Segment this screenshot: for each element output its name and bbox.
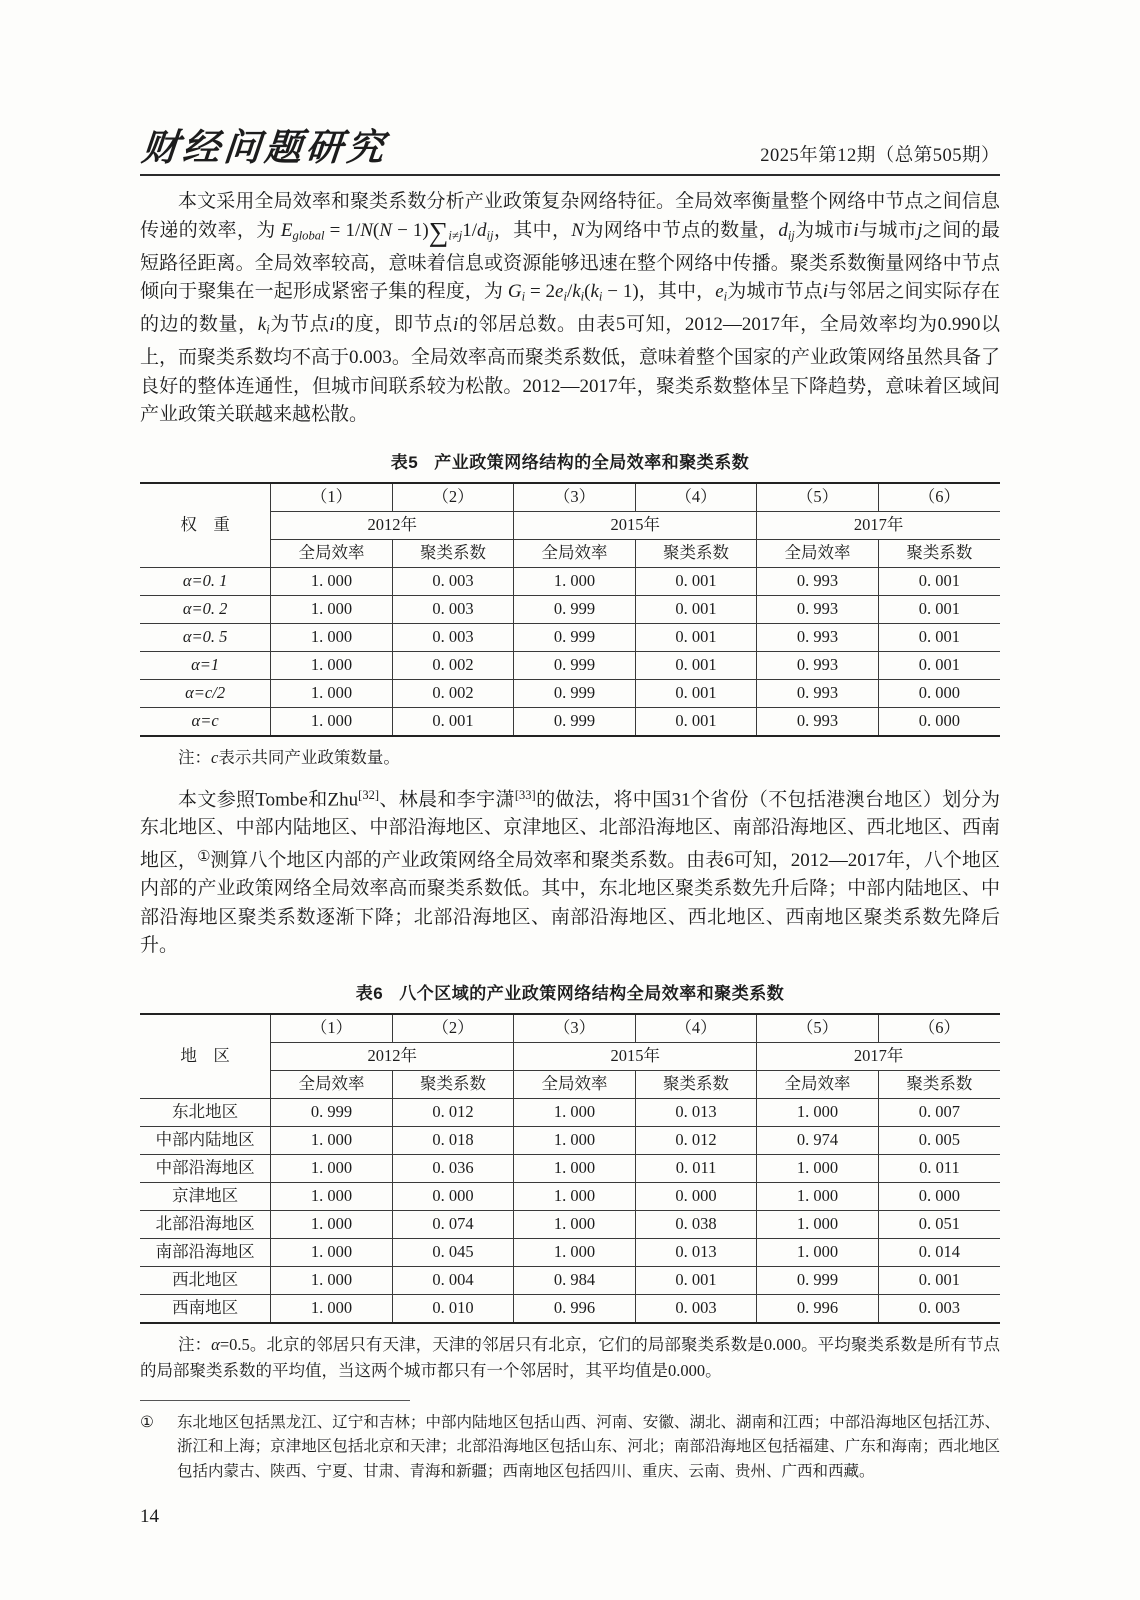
table-row <box>140 679 1000 707</box>
table5-caption <box>140 448 1000 473</box>
table6-cell: 1. 000 <box>271 1266 393 1294</box>
footnote-divider <box>140 1400 410 1401</box>
table6-cell: 1. 000 <box>757 1182 879 1210</box>
table-row <box>140 567 1000 595</box>
table6-cell: 1. 000 <box>757 1098 879 1126</box>
table5-cell: 1. 000 <box>271 595 393 623</box>
table5-cell: 0. 001 <box>635 595 757 623</box>
table5-col-num: （1） <box>271 483 393 512</box>
issue-info: 2025年第12期（总第505期） <box>760 146 1000 166</box>
footnote-marker: ① <box>140 1413 154 1431</box>
table5-cell: 0. 003 <box>392 595 514 623</box>
table5-cell: 0. 000 <box>878 679 1000 707</box>
table6-year: 2015年 <box>514 1042 757 1070</box>
table6-cell: 0. 012 <box>392 1098 514 1126</box>
table6-cell: 0. 999 <box>757 1266 879 1294</box>
table6-cell: 0. 003 <box>635 1294 757 1323</box>
table6-caption-title: 八个区域的产业政策网络结构全局效率和聚类系数 <box>399 983 785 1003</box>
table5-metric: 全局效率 <box>271 539 393 567</box>
table5-note: 注：c表示共同产业政策数量。 <box>178 747 400 767</box>
table6-cell: 0. 000 <box>878 1182 1000 1210</box>
table5-cell: 1. 000 <box>271 707 393 736</box>
table5-col-num: （2） <box>392 483 514 512</box>
table6-row-header: 地 区 <box>140 1014 271 1099</box>
table-row <box>140 1154 1000 1182</box>
table6-col-num: （2） <box>392 1014 514 1043</box>
table5-row-label: α=0. 1 <box>140 567 271 595</box>
table5-metric: 聚类系数 <box>635 539 757 567</box>
table5-col-num: （3） <box>514 483 636 512</box>
table6-metric: 全局效率 <box>757 1070 879 1098</box>
table5-row-header: 权 重 <box>140 483 271 568</box>
table5-cell: 0. 001 <box>635 567 757 595</box>
table6-cell: 0. 996 <box>514 1294 636 1323</box>
table6-metric: 聚类系数 <box>635 1070 757 1098</box>
table5-cell: 1. 000 <box>514 567 636 595</box>
table5-year: 2015年 <box>514 511 757 539</box>
table5-cell: 0. 003 <box>392 567 514 595</box>
table5-cell: 0. 001 <box>635 623 757 651</box>
table6-cell: 0. 011 <box>878 1154 1000 1182</box>
table6-cell: 1. 000 <box>271 1182 393 1210</box>
table5-cell: 0. 999 <box>514 679 636 707</box>
table5-metric: 聚类系数 <box>392 539 514 567</box>
table6-cell: 0. 996 <box>757 1294 879 1323</box>
table-row <box>140 1238 1000 1266</box>
table6-metric: 全局效率 <box>514 1070 636 1098</box>
table-row <box>140 1294 1000 1323</box>
table5-metric: 全局效率 <box>514 539 636 567</box>
table5-cell: 0. 993 <box>757 679 879 707</box>
table5-cell: 0. 999 <box>514 595 636 623</box>
table-row <box>140 1126 1000 1154</box>
table5-caption-label: 表5 <box>390 452 419 472</box>
table6-cell: 0. 001 <box>878 1266 1000 1294</box>
table-row <box>140 1210 1000 1238</box>
table6-col-num: （4） <box>635 1014 757 1043</box>
table5-metric: 聚类系数 <box>878 539 1000 567</box>
table6-row-label: 西北地区 <box>140 1266 271 1294</box>
table5-row-label: α=1 <box>140 651 271 679</box>
table6-cell: 0. 051 <box>878 1210 1000 1238</box>
table6-cell: 1. 000 <box>271 1238 393 1266</box>
table5-cell: 0. 993 <box>757 707 879 736</box>
table5-cell: 0. 993 <box>757 595 879 623</box>
table6-col-num: （1） <box>271 1014 393 1043</box>
table5-cell: 0. 999 <box>514 707 636 736</box>
table5-cell: 0. 001 <box>878 651 1000 679</box>
paragraph-1: 本文采用全局效率和聚类系数分析产业政策复杂网络特征。全局效率衡量整个网络中节点之间信息传递的效率，为 Eglobal = 1/N(N − 1)∑i≠j1/dij，其中，N为网络中节点的数量，dij为城市i与城市j之间的最短路径距离。全局效率较高，意味着信息或资源能够迅速在整个网络中传播。聚类系数衡量网络中节点倾向于聚集在一起形成紧密子集的程度，为 Gi = 2ei/ki(ki − 1)，其中，ei为城市节点i与邻居之间实际存在的边的数量，ki为节点i的度，即节点i的邻居总数。由表5可知，2012—2017年，全局效率均为0.990以上，而聚类系数均不高于0.003。全局效率高而聚类系数低，意味着整个国家的产业政策网络虽然具备了良好的整体连通性，但城市间联系较为松散。2012—2017年，聚类系数整体呈下降趋势，意味着区域间产业政策关联越来越松散。 <box>140 191 1000 425</box>
table6-cell: 0. 004 <box>392 1266 514 1294</box>
table6-cell: 0. 013 <box>635 1238 757 1266</box>
table5-cell: 0. 001 <box>635 679 757 707</box>
table6-cell: 0. 013 <box>635 1098 757 1126</box>
table6-cell: 1. 000 <box>271 1154 393 1182</box>
table5-cell: 0. 002 <box>392 651 514 679</box>
table6-cell: 0. 000 <box>392 1182 514 1210</box>
table6-header-nums <box>140 1014 1000 1043</box>
table5-cell: 0. 993 <box>757 567 879 595</box>
table5-cell: 1. 000 <box>271 623 393 651</box>
table6-cell: 0. 984 <box>514 1266 636 1294</box>
footnote-text: 东北地区包括黑龙江、辽宁和吉林；中部内陆地区包括山西、河南、安徽、湖北、湖南和江西；中部沿海地区包括江苏、浙江和上海；京津地区包括北京和天津；北部沿海地区包括山东、河北；南部沿海地区包括福建、广东和海南；西北地区包括内蒙古、陕西、宁夏、甘肃、青海和新疆；西南地区包括四川、重庆、云南、贵州、广西和西藏。 <box>177 1413 1000 1480</box>
table5-cell: 0. 000 <box>878 707 1000 736</box>
table6-cell: 1. 000 <box>514 1126 636 1154</box>
table5-col-num: （5） <box>757 483 879 512</box>
table6-cell: 0. 999 <box>271 1098 393 1126</box>
table6-metric: 聚类系数 <box>878 1070 1000 1098</box>
footnote <box>140 1411 1000 1485</box>
table-row <box>140 1182 1000 1210</box>
table6-cell: 0. 011 <box>635 1154 757 1182</box>
table6-cell: 0. 010 <box>392 1294 514 1323</box>
table-row <box>140 651 1000 679</box>
table6-row-label: 中部内陆地区 <box>140 1126 271 1154</box>
table5-cell: 1. 000 <box>271 651 393 679</box>
table6-cell: 0. 036 <box>392 1154 514 1182</box>
table5-year: 2012年 <box>271 511 514 539</box>
table5-cell: 0. 993 <box>757 651 879 679</box>
table6-cell: 0. 005 <box>878 1126 1000 1154</box>
table6-cell: 1. 000 <box>514 1238 636 1266</box>
table6-caption <box>140 979 1000 1004</box>
table6-cell: 1. 000 <box>271 1294 393 1323</box>
journal-logo: 财经问题研究 <box>139 128 390 169</box>
table6-cell: 0. 014 <box>878 1238 1000 1266</box>
table6-cell: 0. 003 <box>878 1294 1000 1323</box>
table6-cell: 0. 012 <box>635 1126 757 1154</box>
table5-row-label: α=0. 5 <box>140 623 271 651</box>
table5-cell: 0. 993 <box>757 623 879 651</box>
table5-col-num: （4） <box>635 483 757 512</box>
table-row <box>140 1266 1000 1294</box>
table5-year: 2017年 <box>757 511 1000 539</box>
table-row <box>140 707 1000 736</box>
page-number: 14 <box>140 1506 159 1528</box>
table5-cell: 0. 001 <box>635 707 757 736</box>
paragraph-2: 本文参照Tombe和Zhu[32]、林晨和李宇潇[33]的做法，将中国31个省份（不包括港澳台地区）划分为东北地区、中部内陆地区、中部沿海地区、京津地区、北部沿海地区、南部沿海地区、西北地区、西南地区，①测算八个地区内部的产业政策网络全局效率和聚类系数。由表6可知，2012—2017年，八个地区内部的产业政策网络全局效率高而聚类系数低。其中，东北地区聚类系数先升后降；中部内陆地区、中部沿海地区聚类系数逐渐下降；北部沿海地区、南部沿海地区、西北地区、西南地区聚类系数先降后升。 <box>140 787 1000 957</box>
table5-cell: 1. 000 <box>271 679 393 707</box>
table5-cell: 0. 001 <box>392 707 514 736</box>
table6-year: 2017年 <box>757 1042 1000 1070</box>
table5-cell: 1. 000 <box>271 567 393 595</box>
table5-cell: 0. 999 <box>514 651 636 679</box>
table6-row-label: 北部沿海地区 <box>140 1210 271 1238</box>
table6-row-label: 中部沿海地区 <box>140 1154 271 1182</box>
table5-col-num: （6） <box>878 483 1000 512</box>
table5 <box>140 482 1000 737</box>
table6-caption-label: 表6 <box>355 983 384 1003</box>
table-row <box>140 623 1000 651</box>
table5-caption-title: 产业政策网络结构的全局效率和聚类系数 <box>434 452 750 472</box>
table6-row-label: 东北地区 <box>140 1098 271 1126</box>
table6-metric: 全局效率 <box>271 1070 393 1098</box>
table6-cell: 1. 000 <box>757 1154 879 1182</box>
table6 <box>140 1013 1000 1324</box>
table6-year: 2012年 <box>271 1042 514 1070</box>
table6-cell: 0. 045 <box>392 1238 514 1266</box>
table5-cell: 0. 001 <box>635 651 757 679</box>
table6-row-label: 京津地区 <box>140 1182 271 1210</box>
table5-row-label: α=0. 2 <box>140 595 271 623</box>
table6-metric: 聚类系数 <box>392 1070 514 1098</box>
table5-cell: 0. 001 <box>878 567 1000 595</box>
table6-cell: 1. 000 <box>514 1154 636 1182</box>
page-header <box>140 130 1000 176</box>
table6-cell: 0. 007 <box>878 1098 1000 1126</box>
table5-metric: 全局效率 <box>757 539 879 567</box>
table6-cell: 0. 001 <box>635 1266 757 1294</box>
table5-cell: 0. 003 <box>392 623 514 651</box>
table5-header-nums <box>140 483 1000 512</box>
table6-row-label: 南部沿海地区 <box>140 1238 271 1266</box>
table6-cell: 0. 074 <box>392 1210 514 1238</box>
table-row <box>140 1098 1000 1126</box>
table6-cell: 0. 038 <box>635 1210 757 1238</box>
table6-cell: 1. 000 <box>514 1210 636 1238</box>
table6-cell: 0. 000 <box>635 1182 757 1210</box>
table5-row-label: α=c/2 <box>140 679 271 707</box>
table6-col-num: （6） <box>878 1014 1000 1043</box>
table6-note: 注：α=0.5。北京的邻居只有天津，天津的邻居只有北京，它们的局部聚类系数是0.000。平均聚类系数是所有节点的局部聚类系数的平均值，当这两个城市都只有一个邻居时，其平均值是0.000。 <box>140 1334 1001 1380</box>
table6-cell: 1. 000 <box>271 1210 393 1238</box>
table6-col-num: （3） <box>514 1014 636 1043</box>
table-row <box>140 595 1000 623</box>
table6-cell: 1. 000 <box>271 1126 393 1154</box>
table5-cell: 0. 001 <box>878 595 1000 623</box>
table5-row-label: α=c <box>140 707 271 736</box>
table6-cell: 0. 974 <box>757 1126 879 1154</box>
table5-cell: 0. 001 <box>878 623 1000 651</box>
table5-cell: 0. 999 <box>514 623 636 651</box>
table6-cell: 1. 000 <box>514 1098 636 1126</box>
table6-col-num: （5） <box>757 1014 879 1043</box>
table6-cell: 1. 000 <box>757 1238 879 1266</box>
table6-cell: 1. 000 <box>514 1182 636 1210</box>
table5-cell: 0. 002 <box>392 679 514 707</box>
table6-cell: 1. 000 <box>757 1210 879 1238</box>
table6-cell: 0. 018 <box>392 1126 514 1154</box>
table6-row-label: 西南地区 <box>140 1294 271 1323</box>
